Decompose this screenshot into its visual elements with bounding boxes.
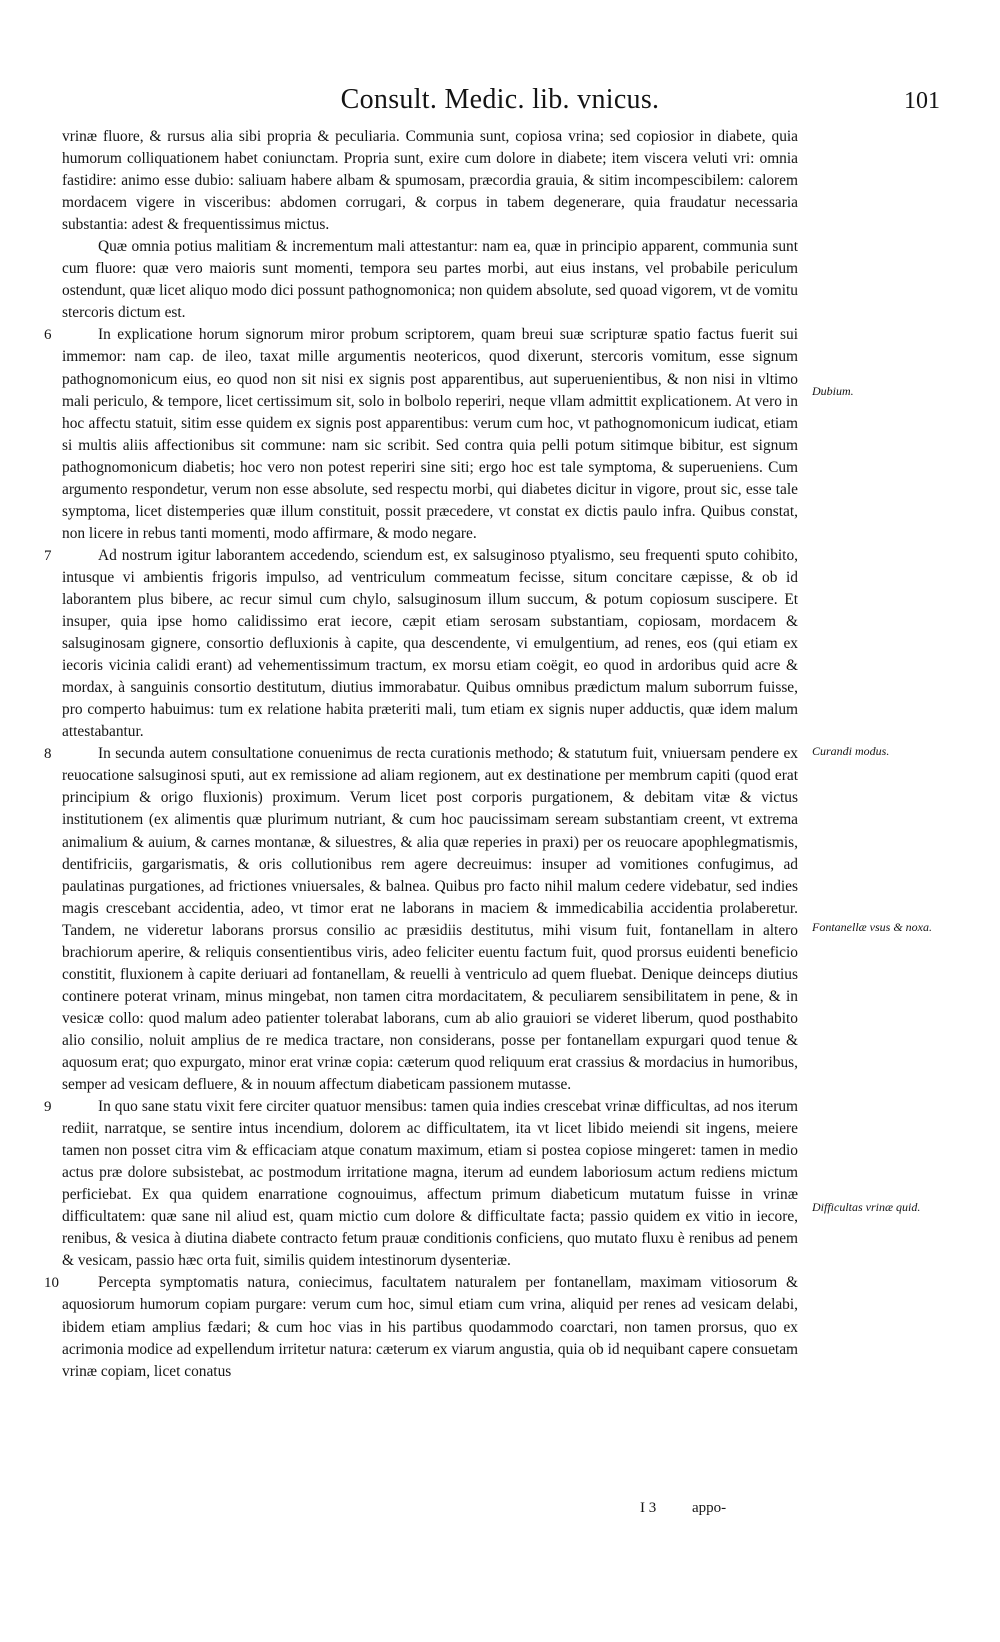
margin-note-fontanella: Fontanellæ vsus & noxa. xyxy=(812,920,932,934)
paragraph xyxy=(44,743,798,1096)
paragraph xyxy=(44,324,798,544)
margin-note-curandi: Curandi modus. xyxy=(812,744,890,758)
main-text xyxy=(44,126,798,1383)
paragraph-number: 10 xyxy=(44,1275,59,1292)
paragraph xyxy=(44,545,798,743)
paragraph-number: 6 xyxy=(44,327,52,344)
running-title: Consult. Medic. lib. vnicus. xyxy=(340,84,660,115)
paragraph xyxy=(44,1272,798,1382)
catchword: appo- xyxy=(692,1500,727,1516)
running-head xyxy=(60,84,940,124)
paragraph-text: Ad nostrum igitur laborantem accedendo, sciendum est, ex salsuginoso ptyalismo, seu frequenti sputo cohibito, intusque vi ambientis frigoris impulso, ad ventriculum commeatum fecisse, situm concitare cæpisse, & ob id laborantem plus bibere, ac recur simul cum chylo, salsuginosum illum succum, & potum copiosum suscipere. Et insuper, quia ipse homo calidissimo erat iecore, cæpit etiam serosam substantiam, copiosam, mordacem & salsuginosam gignere, consortio defluxionis à capite, qua descendente, vi emulgentium, ad renes, eos (qui etiam ex iecoris vicinia calidi erant) ad vehementissimum tractum, ex morsu etiam coëgit, eo quod in ardoribus quid acre & mordax, à sanguinis consortio destitutum, diutius immorabatur. Quibus omnibus prædictum malum suborrum fuisse, pro comperto habuimus: tum ex relatione habita præteriti mali, tum etiam ex signis nuper adductis, quæ idem malum attestabantur. xyxy=(62,546,798,741)
paragraph-text: Quæ omnia potius malitiam & incrementum mali attestantur: nam ea, quæ in principio apparent, communia sunt cum fluore: quæ vero maioris sunt momenti, tempora seu partes morbi, aut eius instans, vel probabile periculum ostendunt, quæ licet aliquo modo dici possunt pathognomonica; non quidem absolute, sed quoad vigorem, vt de vomitu stercoris dictum est. xyxy=(62,238,798,322)
paragraph-number: 8 xyxy=(44,746,52,763)
paragraph-text: Percepta symptomatis natura, coniecimus, facultatem naturalem per fontanellam, maximam vitiosorum & aquosiorum humorum copiam purgare: verum cum hoc, simul etiam cum vrina, aliquid per renes ad vesicam delabi, ibidem etiam amplius fædari; & cum hoc vias in his partibus quodammodo coarctari, non tamen prorsus, quo ex acrimonia modice ad expellendum irritetur natura: cæterum ex viarum angustia, quia ob id nequibant capere consuetam vrinæ copiam, licet conatus xyxy=(62,1274,798,1380)
paragraph-text: In quo sane statu vixit fere circiter quatuor mensibus: tamen quia indies crescebat vrinæ difficultas, ad nos iterum rediit, narratque, se sentire intus incendium, dolorem ac difficultatem, ita vt licet libido meiendi sit ingens, meiere tamen non posset citra vim & efficaciam atque conatum maximum, etiam si postea copiose mingeret: tamen in medio actus præ dolore subsistebat, ac postmodum irritatione magna, iterum ad eundem laboriosum actum rediens mictum perficiebat. Ex qua quidem enarratione cognouimus, affectum primum diabeticum mutatum fuisse in vrinæ difficultatem: quæ sane nil aliud est, quam mictio cum dolore & difficultate facta; passio quidem ex vitio in iecore, renibus, & vesica à diutina diabete contracto fetum prauæ conditionis conficiens, quo mutato fluxu è renibus ad penem & vesicam, passio hæc orta fuit, similis quidem intestinorum dysenteriæ. xyxy=(62,1098,798,1270)
signature-mark: I 3 xyxy=(640,1500,657,1516)
page-number: 101 xyxy=(904,88,940,114)
margin-note-difficultas: Difficultas vrinæ quid. xyxy=(812,1200,921,1214)
paragraph xyxy=(62,126,798,236)
paragraph-number: 9 xyxy=(44,1099,52,1116)
margin-note-dubium: Dubium. xyxy=(812,384,854,398)
paragraph-number: 7 xyxy=(44,547,52,564)
paragraph-text: In secunda autem consultatione conuenimus de recta curationis methodo; & statutum fuit, vniuersam pendere ex reuocatione salsuginosi sputi, aut ex remissione ad aliam regionem, aut ex destinatione per membrum capiti (quod erat principium & origo fluxionis) proximum. Verum licet post corporis purgationem, & debitam vitæ & victus institutionem (ex alimentis quæ plurimum nutriant, & cum hoc paucissimam seream substantiam creent, vt extrema animalium & auium, & carnes montanæ, & siluestres, & alia quæ reperies in praxi) per os reuocare apophlegmatismis, dentifriciis, gargarismatis, & oris collutionibus rem agere decreuimus: insuper ad vomitiones confugimus, ad paulatinas purgationes, ad frictiones vniuersales, & balnea. Quibus pro facto nihil malum cedere videbatur, sed indies magis crescebant accidentia, adeo, vt timor erat ne laborans in maciem & immedicabilia accidentia prolaberetur. Tandem, ne videretur laborans prorsus consilio ac præsidiis destitutus, mihi visum fuit, fontanellam in altero brachiorum aperire, & reliquis consentientibus viris, adeo feliciter euentu factum fuit, quod prorsus euidenti beneficio constitit, fluxionem à capite deriuari ad fontanellam, & reuelli à ventriculo ad quem fluebat. Denique deinceps diutius continere poterat vrinam, minus mingebat, non tamen citra mordacitatem, & peculiarem sensibilitatem in pene, & in vesicæ collo: quod malum adeo patienter tolerabat laborans, cum ab alio grauiori se videret liberum, quod posthabito alio consilio, noluit amplius de re medica tractare, non considerans, posse per fontanellam expurgari quod tenue & aquosum erat; quo expurgato, minor erat vrinæ copia: cæterum quod reliquum erat crassius & mordacius in humoribus, semper ad vesicam defluere, & in nouum affectum diabeticam passionem mutasse. xyxy=(62,745,798,1094)
paragraph xyxy=(44,1096,798,1272)
paragraph xyxy=(62,236,798,324)
paragraph-text: In explicatione horum signorum miror probum scriptorem, quam breui suæ scripturæ spatio factus fuerit sui immemor: nam cap. de ileo, taxat mille argumentis neotericos, quod dixerunt, stercoris vomitum, esse signum pathognomonicum eius, eo quod non sit nisi ex signis post apparentibus, aut superuenientibus, & non nisi in vltimo mali periculo, & tempore, licet certissimum sit, solo in bolbolo reperiri, neque vllam admittit explicationem. At vero in hoc affectu statuit, sitim esse quidem ex signis post apparentibus: verum cum hoc, vt pathognomonicum iudicat, etiam si multis aliis affectionibus sit commune: nam sic scribit. Sed contra quia pelli potum sitimque bibitur, est signum pathognomonicum diabetis; hoc vero non potest reperiri sine siti; ergo hoc est tale symptoma, & superueniens. Cum argumento respondetur, verum non esse absolute, sed respectu morbi, qui diabetes dicitur in vigore, prout sic, esse tale symptoma, licet distemperies quæ illum constituit, possit præcedere, vt constat ex dictis paulo infra. Quibus constat, non licere in rebus tanti momenti, modo affirmare, & modo negare. xyxy=(62,326,798,542)
paragraph-text: vrinæ fluore, & rursus alia sibi propria & peculiaria. Communia sunt, copiosa vrina; sed copiosior in diabete, quia humorum colliquationem habet coniunctam. Propria sunt, exire cum dolore in diabete; item viscera veluti vri: omnia fastidire: animo esse dubio: saliuam habere albam & spumosam, præcordia grauia, & sitim incompescibilem: calorem mordacem vigere in visceribus: abdomen corrugari, & corpus in tabem degenerare, quia fraudatur necessaria substantia: adest & frequentissimus mictus. xyxy=(62,128,798,234)
